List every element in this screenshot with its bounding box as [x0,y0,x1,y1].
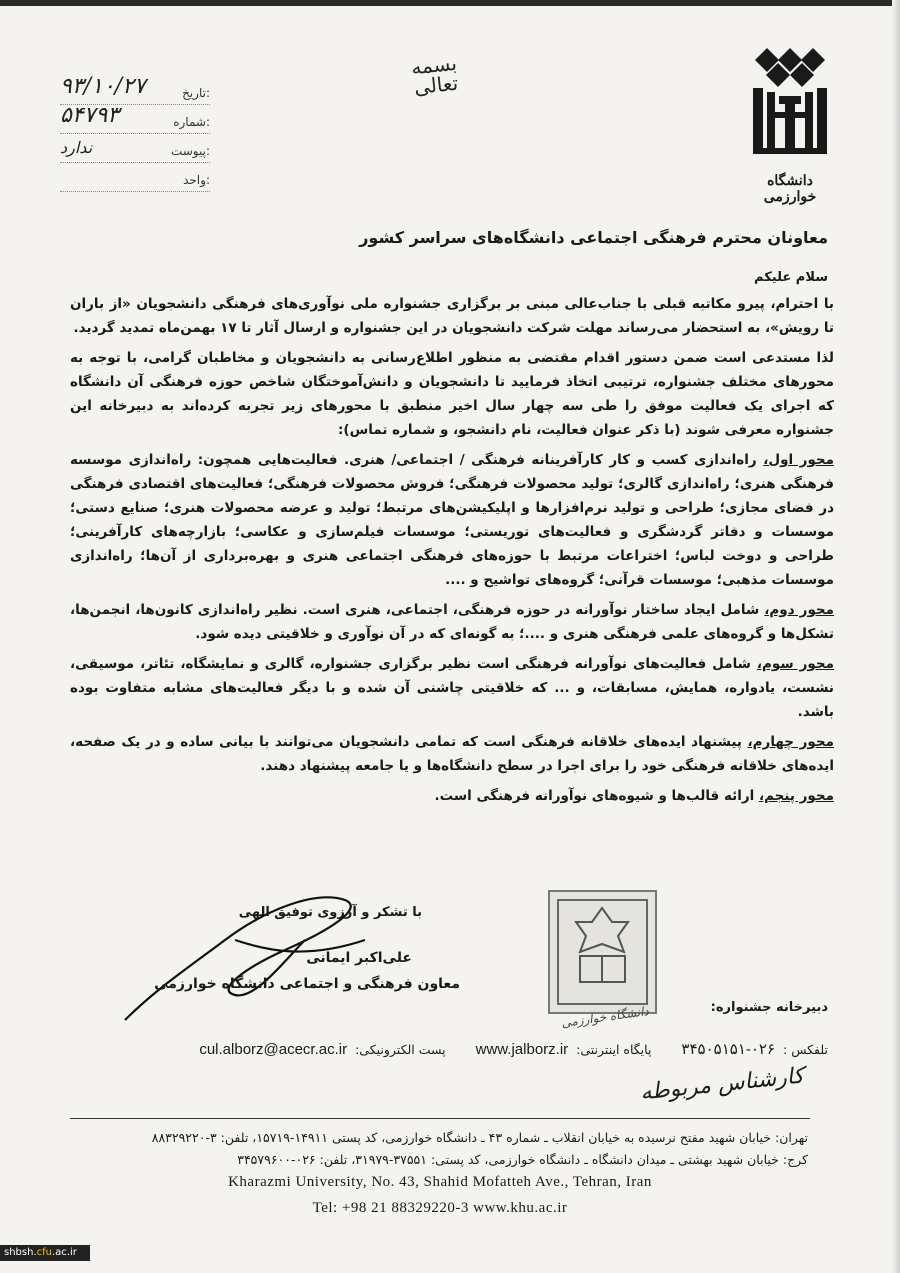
axis-1-text: راه‌اندازی کسب و کار کارآفرینانه فرهنگی / اجتماعی/ هنری. فعالیت‌هایی همچون: راه‌اندازی موسسه فرهنگی هنری؛ راه‌اندازی گالری؛ تولید محصولات فرهنگی؛ فروش محصولات فرهنگی؛ فعالیت‌های اقتصادی فرهنگی در فضای مجازی؛ طراحی و تولید نرم‌افزارها و اپلیکیشن‌های مرتبط؛ تولید و عرضه محصولات هنری؛ صنایع دستی؛ موسسات و دفاتر گردشگری و فعالیت‌های توریستی؛ موسسات فیلم‌سازی و عکاسی؛ بازارچه‌های کارآفرینی؛ طراحی و دوخت لباس؛ اختراعات مرتبط با حوزه‌های فرهنگی اجتماعی هنری و بهره‌برداری از آن‌ها؛ راه‌اندازی موسسات مذهبی؛ موسسات قرآنی؛ گروه‌های تواشیح و .... [70,452,834,588]
axis-2-text: شامل ایجاد ساختار نوآورانه در حوزه فرهنگی، اجتماعی، هنری است. نظیر راه‌اندازی کانون‌ها، انجمن‌ها، تشکل‌ها و گروه‌های علمی فرهنگی هنری و ....؛ به گونه‌ای که در آن نوآوری و خلاقیتی دیده شود. [70,602,834,642]
footer-address-tehran: تهران: خیابان شهید مفتح نرسیده به خیابان انقلاب ـ شماره ۴۳ ـ دانشگاه خوارزمی، کد پستی ۱۴۹۱۱-۱۵۷۱۹، تلفن: ۳-۸۸۳۲۹۲۲۰ [151,1130,808,1145]
website-link[interactable]: www.jalborz.ir [475,1041,569,1058]
badge-accent: cfu [36,1247,52,1258]
axis-5-title: محور پنجم، [758,788,834,804]
paragraph-1: با احترام، پیرو مکاتبه قبلی با جناب‌عالی مبنی بر برگزاری جشنواره ملی نوآوری‌های فرهنگی دانشجویان «از باران تا رویش»، به استحضار می‌رساند مهلت شرکت دانشجویان در این جشنواره و ارسال آثار تا ۱۷ بهمن‌ماه تمدید گردید. [70,296,834,336]
meta-date [60,74,210,105]
scan-edge-right [892,0,900,1273]
axis-4-text: پیشنهاد ایده‌های خلاقانه فرهنگی است که تمامی دانشجویان می‌توانند با بیانی ساده و در یک صفحه، ایده‌های خلاقانه فرهنگی خود را برای اجرا در سطح دانشگاه‌ها و یا جامعه پیشنهاد دهند. [70,734,834,774]
footer-divider [70,1118,810,1119]
meta-unit [60,165,210,192]
stamp-caption: دانشگاه خوارزمی [560,1003,650,1031]
badge-prefix: shbsh. [4,1247,37,1258]
axis-5-text: ارائه قالب‌ها و شیوه‌های نوآورانه فرهنگی است. [434,788,759,804]
meta-unit-label: واحد: [183,173,210,187]
seal-stamp-icon [548,890,657,1014]
axis-5 [70,784,834,808]
logo-emblem-icon [745,40,835,165]
axis-1-title: محور اول، [763,452,834,468]
meta-attachment [60,136,210,163]
scan-edge-top [0,0,900,6]
axis-2 [70,598,834,646]
bismillah-calligraphy: بسمه تعالی [409,50,460,100]
axis-4-title: محور چهارم، [747,734,834,750]
meta-date-label: تاریخ: [182,86,210,100]
meta-number-value: ۵۴۷۹۳ [60,103,120,128]
footer-tel-website: Tel: +98 21 88329220-3 www.khu.ac.ir [312,1200,568,1216]
paragraph-2: لذا مستدعی است ضمن دستور اقدام مقتضی به منظور اطلاع‌رسانی به دانشجویان و مخاطبان گرامی، با توجه به محورهای مختلف جشنواره، ترتیبی اتخاذ فرمایید تا دانشجویان و دانش‌آموختگان شاخص حوزه فرهنگی آن دانشگاه که اجرای یک فعالیت موفق را طی سه چهار سال اخیر منطبق با محورهای زیر تجربه کرده‌اند به دبیرخانه این جشنواره معرفی شوند (با ذکر عنوان فعالیت، نام دانشجو، و شماره تماس): [70,350,834,438]
letter-meta [60,74,210,194]
fax-label: تلفکس : [783,1042,828,1057]
secretariat-label: دبیرخانه جشنواره: [710,1000,828,1015]
email-label: پست الکترونیکی: [355,1042,446,1057]
signer-name: علی‌اکبر ایمانی [306,950,412,966]
letter-body [70,292,834,814]
university-logo [745,40,835,205]
meta-date-value: ۹۳/۱۰/۲۷ [60,74,146,99]
logo-caption: دانشگاه خوارزمی [763,173,817,205]
footer-address-english: Kharazmi University, No. 43, Shahid Mofatteh Ave., Tehran, Iran [228,1174,652,1190]
handwritten-note: کارشناس مربوطه [639,1063,805,1106]
meta-number-label: شماره: [173,115,210,129]
footer-address-karaj: کرج: خیابان شهید بهشتی ـ میدان دانشگاه ـ دانشگاه خوارزمی، کد پستی: ۳۷۵۵۱-۳۱۹۷۹، تلفن: ۰۲۶-۳۴۵۷۹۶۰۰ [237,1152,808,1167]
axis-2-title: محور دوم، [764,602,834,618]
greeting: سلام علیکم [754,270,828,285]
axis-3-text: شامل فعالیت‌های نوآورانه فرهنگی است نظیر برگزاری جشنواره، گالری و نمایشگاه، تئاتر، موسیقی، نشست، یادواره، همایش، مسابقات، و ... که خلاقیتی چاشنی آن شده و با دیگر فعالیت‌های مشابه متفاوت بوده باشد. [70,656,834,720]
contact-line [130,1040,828,1058]
meta-attachment-label: پیوست: [170,144,210,158]
meta-number [60,103,210,134]
axis-1 [70,448,834,592]
watermark-badge [0,1245,90,1261]
fax-value: ۰۲۶-۳۴۵۰۵۱۵۱ [681,1041,776,1058]
axis-3 [70,652,834,724]
email-link[interactable]: cul.alborz@acecr.ac.ir [199,1041,348,1058]
meta-attachment-value: ندارد [60,138,93,157]
signer-title: معاون فرهنگی و اجتماعی دانشگاه خوارزمی [154,976,460,992]
badge-suffix: .ac.ir [51,1247,77,1258]
closing-line: با تشکر و آرزوی توفیق الهی [238,905,422,920]
website-label: پایگاه اینترنتی: [576,1042,652,1057]
addressee: معاونان محترم فرهنگی اجتماعی دانشگاه‌های سراسر کشور [359,228,828,247]
axis-4 [70,730,834,778]
axis-3-title: محور سوم، [756,656,834,672]
